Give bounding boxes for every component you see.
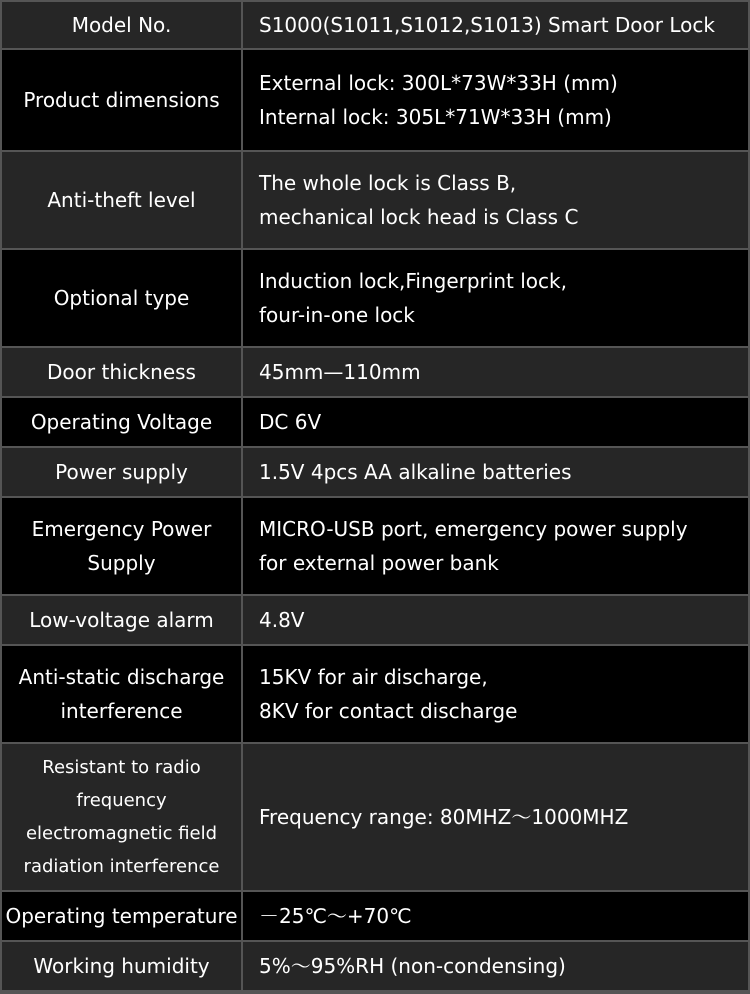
spec-value: Frequency range: 80MHZ～1000MHZ [243, 744, 748, 890]
spec-value: DC 6V [243, 398, 748, 446]
spec-label: Anti-theft level [2, 152, 243, 248]
spec-value: MICRO-USB port, emergency power supply for external power bank [243, 498, 748, 594]
spec-label: Anti-static discharge interference [2, 646, 243, 742]
spec-row-door-thickness [2, 348, 748, 398]
spec-value: External lock: 300L*73W*33H (mm) Internal lock: 305L*71W*33H (mm) [243, 50, 748, 150]
spec-row-operating-temperature [2, 892, 748, 942]
spec-label: Operating Voltage [2, 398, 243, 446]
spec-value: Induction lock,Fingerprint lock, four-in-one lock [243, 250, 748, 346]
spec-row-rf-interference [2, 744, 748, 892]
spec-row-emergency-power-supply [2, 498, 748, 596]
spec-row-product-dimensions [2, 50, 748, 152]
spec-label: Power supply [2, 448, 243, 496]
spec-row-low-voltage-alarm [2, 596, 748, 646]
spec-row-operating-voltage [2, 398, 748, 448]
spec-value: 15KV for air discharge, 8KV for contact discharge [243, 646, 748, 742]
spec-label: Emergency Power Supply [2, 498, 243, 594]
spec-label: Resistant to radio frequency electromagnetic field radiation interference [2, 744, 243, 890]
spec-row-anti-static-discharge [2, 646, 748, 744]
spec-row-working-humidity [2, 942, 748, 990]
spec-row-anti-theft-level [2, 152, 748, 250]
spec-label: Optional type [2, 250, 243, 346]
spec-label: Low-voltage alarm [2, 596, 243, 644]
spec-row-power-supply [2, 448, 748, 498]
spec-label: Door thickness [2, 348, 243, 396]
spec-value: 45mm—110mm [243, 348, 748, 396]
spec-label: Model No. [2, 2, 243, 48]
spec-row-model-no [2, 2, 748, 50]
spec-value: 1.5V 4pcs AA alkaline batteries [243, 448, 748, 496]
spec-value: The whole lock is Class B, mechanical lock head is Class C [243, 152, 748, 248]
spec-label: Operating temperature [2, 892, 243, 940]
spec-label: Product dimensions [2, 50, 243, 150]
spec-value: 4.8V [243, 596, 748, 644]
spec-value: S1000(S1011,S1012,S1013) Smart Door Lock [243, 2, 748, 48]
spec-value: －25℃～+70℃ [243, 892, 748, 940]
spec-row-optional-type [2, 250, 748, 348]
spec-value: 5%～95%RH (non-condensing) [243, 942, 748, 990]
spec-label: Working humidity [2, 942, 243, 990]
